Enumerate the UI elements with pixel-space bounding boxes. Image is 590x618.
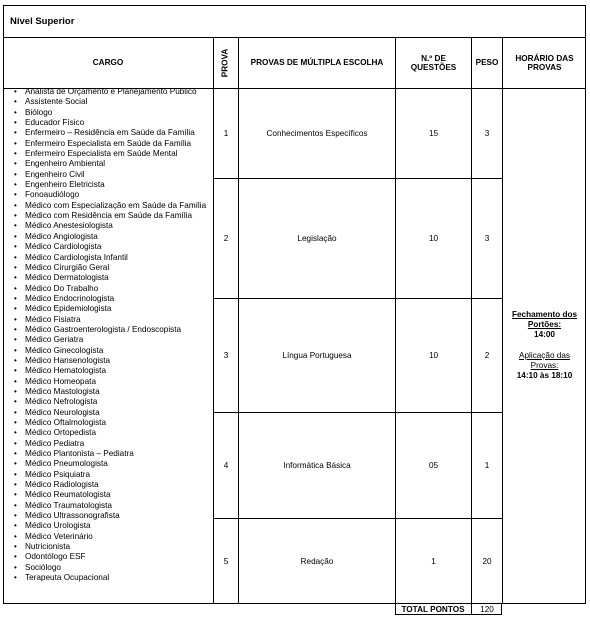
cargo-item: • Fonoaudiólogo xyxy=(14,190,215,200)
cargo-item: • Médico Angiologista xyxy=(14,232,215,242)
cargo-item: • Assistente Social xyxy=(14,97,215,107)
prova-peso: 3 xyxy=(484,234,490,243)
cargo-item: • Médico Mastologista xyxy=(14,387,215,397)
cargo-item: • Odontólogo ESF xyxy=(14,552,215,562)
cargo-item: • Médico Psiquiatra xyxy=(14,470,215,480)
prova-number: 5 xyxy=(223,556,229,566)
cargo-item: • Médico Anestesiologista xyxy=(14,221,215,231)
prova-peso: 1 xyxy=(484,461,490,470)
cargo-item: • Médico Traumatologista xyxy=(14,501,215,511)
cargo-item: • Médico com Especialização em Saúde da Família xyxy=(14,201,215,211)
prova-number: 4 xyxy=(223,461,229,470)
cargo-item: • Médico Nefrologista xyxy=(14,397,215,407)
fechamento-label-line1: Fechamento dos xyxy=(511,310,578,319)
cargo-item: • Médico Gastroenterologista / Endoscopista xyxy=(14,325,215,335)
header-prova: PROVA xyxy=(220,48,230,78)
prova-name: Legislação xyxy=(297,234,337,243)
cargo-item: • Nutricionista xyxy=(14,542,215,552)
cargo-item: • Médico Oftalmologista xyxy=(14,418,215,428)
fechamento-label-line2: Portões: xyxy=(527,320,562,329)
prova-peso: 2 xyxy=(484,351,490,360)
total-value: 120 xyxy=(480,604,494,614)
prova-peso: 3 xyxy=(484,129,490,138)
cargo-item: • Médico Homeopata xyxy=(14,377,215,387)
cargo-item: • Médico Reumatologista xyxy=(14,490,215,500)
cargo-item: • Biólogo xyxy=(14,108,215,118)
prova-number: 2 xyxy=(223,234,229,243)
header-n-questoes-line1: N.º DE xyxy=(421,53,446,63)
prova-peso: 20 xyxy=(482,556,492,566)
cargo-item: • Educador Físico xyxy=(14,118,215,128)
prova-questoes: 10 xyxy=(428,351,439,360)
cargo-item: • Médico Cirurgião Geral xyxy=(14,263,215,273)
cargo-item: • Terapeuta Ocupacional xyxy=(14,573,215,583)
cargo-item: • Engenheiro Ambiental xyxy=(14,159,215,169)
cargo-item: • Médico Cardiologista xyxy=(14,242,215,252)
cargo-item: • Engenheiro Eletricista xyxy=(14,180,215,190)
prova-name: Redação xyxy=(300,556,334,566)
header-horario-line2: PROVAS xyxy=(527,63,562,72)
header-horario xyxy=(503,38,586,88)
cargo-item: • Médico Do Trabalho xyxy=(14,284,215,294)
header-horario-line1: HORÁRIO DAS xyxy=(515,53,574,63)
cargo-item: • Médico Cardiologista Infantil xyxy=(14,253,215,263)
header-cargo: CARGO xyxy=(92,58,124,68)
cargo-item: • Médico Ginecologista xyxy=(14,346,215,356)
prova-name: Língua Portuguesa xyxy=(282,351,352,360)
header-n-questoes xyxy=(396,38,471,88)
cargo-item: • Médico Ortopedista xyxy=(14,428,215,438)
cargo-item: • Médico Endocrinologista xyxy=(14,294,215,304)
cargo-item: • Médico com Residência em Saúde da Família xyxy=(14,211,215,221)
prova-questoes: 10 xyxy=(428,234,439,243)
cargo-item: • Médico Neurologista xyxy=(14,408,215,418)
cargo-item: • Enfermeiro Especialista em Saúde da Família xyxy=(14,139,215,149)
header-provas-multipla: PROVAS DE MÚLTIPLA ESCOLHA xyxy=(250,58,384,68)
cargo-item: • Médico Radiologista xyxy=(14,480,215,490)
cargo-item: • Médico Fisiatra xyxy=(14,315,215,325)
horario-provas xyxy=(503,310,586,381)
prova-number: 3 xyxy=(223,351,229,360)
cargo-item: • Médico Hematologista xyxy=(14,366,215,376)
total-label: TOTAL PONTOS xyxy=(401,604,465,614)
cargo-item: • Analista de Orçamento e Planejamento Público xyxy=(14,87,215,97)
prova-questoes: 15 xyxy=(428,129,439,138)
fechamento-hora: 14:00 xyxy=(534,330,555,339)
prova-name: Informática Básica xyxy=(283,461,351,470)
cargo-item: • Médico Geriatra xyxy=(14,335,215,345)
cargo-item: • Médico Pediatra xyxy=(14,439,215,449)
prova-number: 1 xyxy=(223,129,229,138)
header-peso: PESO xyxy=(475,58,499,68)
cargo-item: • Médico Hansenologista xyxy=(14,356,215,366)
aplicacao-label-line1: Aplicação das xyxy=(519,351,570,360)
prova-questoes: 1 xyxy=(431,556,436,566)
cargo-item: • Médico Ultrassonografista xyxy=(14,511,215,521)
cargo-list xyxy=(14,87,215,584)
cargo-item: • Enfermeiro Especialista em Saúde Mental xyxy=(14,149,215,159)
cargo-item: • Engenheiro Civil xyxy=(14,170,215,180)
table-title-row xyxy=(3,5,586,38)
cargo-item: • Médico Veterinário xyxy=(14,532,215,542)
cargo-item: • Médico Dermatologista xyxy=(14,273,215,283)
cargo-item: • Médico Pneumologista xyxy=(14,459,215,469)
cargo-item: • Sociólogo xyxy=(14,563,215,573)
prova-name: Conhecimentos Específicos xyxy=(266,129,368,138)
cargo-item: • Enfermeiro – Residência em Saúde da Família xyxy=(14,128,215,138)
table-title: Nível Superior xyxy=(10,16,75,27)
aplicacao-label-line2: Provas: xyxy=(530,361,559,370)
prova-questoes: 05 xyxy=(428,461,439,470)
aplicacao-hora: 14:10 às 18:10 xyxy=(516,371,573,380)
cargo-item: • Médico Plantonista – Pediatra xyxy=(14,449,215,459)
cargo-item: • Médico Epidemiologista xyxy=(14,304,215,314)
header-n-questoes-line2: QUESTÕES xyxy=(410,63,457,72)
cargo-item: • Médico Urologista xyxy=(14,521,215,531)
